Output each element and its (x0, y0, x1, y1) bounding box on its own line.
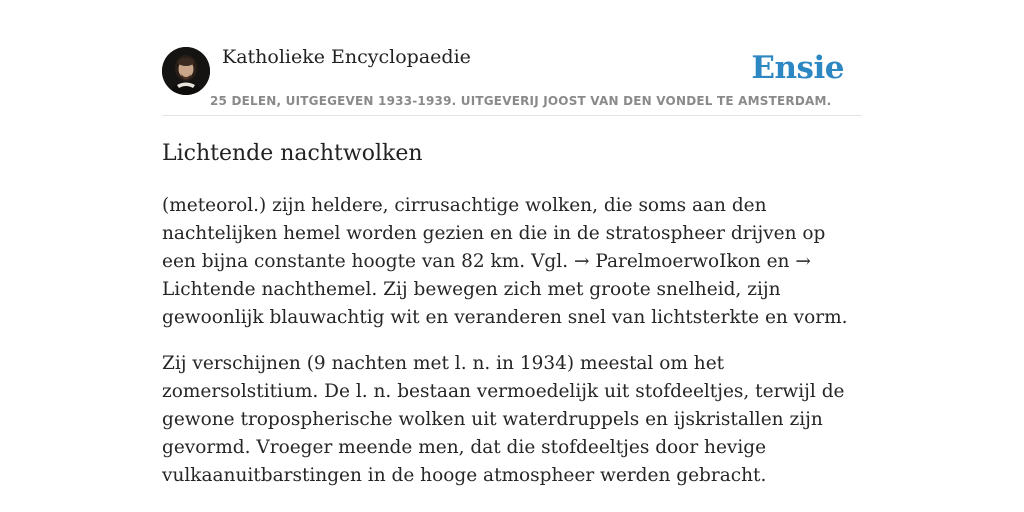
paragraph-text: (meteorol.) zijn heldere, cirrusachtige wolken, die soms aan den nachtelijken hemel worden gezien en die in de stratospheer drijven op een bijna constante hoogte van 82 km. Vgl. (162, 195, 826, 272)
portrait-avatar-icon[interactable] (162, 47, 210, 95)
article (162, 138, 862, 490)
paragraph-text: . Zij bewegen zich met groote snelheid, zijn gewoonlijk blauwachtig wit en veranderen snel van lichtsterkte en vorm. (162, 279, 848, 328)
xref-link-lichtende-nachthemel[interactable]: → Lichtende nachthemel (162, 251, 811, 300)
site-title[interactable]: Katholieke Encyclopaedie (222, 46, 471, 68)
xref-link-parelmoerwolken[interactable]: → ParelmoerwoIkon (573, 251, 761, 272)
ensie-logo-link[interactable]: Ensie (751, 50, 844, 86)
article-paragraph: Zij verschijnen (9 nachten met l. n. in 1934) meestal om het zomersolstitium. De l. n. bestaan vermoedelijk uit stofdeeltjes, terwijl de gewone tropospherische wolken uit waterdruppels en ijskristallen zijn gevormd. Vroeger meende men, dat die stofdeeltjes door hevige vulkaanuitbarstingen in de hooge atmospheer werden gebracht. (162, 353, 845, 486)
article-paragraph (162, 192, 862, 332)
site-header (162, 44, 862, 116)
site-subtitle: 25 DELEN, UITGEGEVEN 1933-1939. UITGEVERIJ JOOST VAN DEN VONDEL TE AMSTERDAM. (210, 94, 832, 108)
article-title: Lichtende nachtwolken (162, 141, 423, 166)
paragraph-text: en (760, 251, 796, 272)
